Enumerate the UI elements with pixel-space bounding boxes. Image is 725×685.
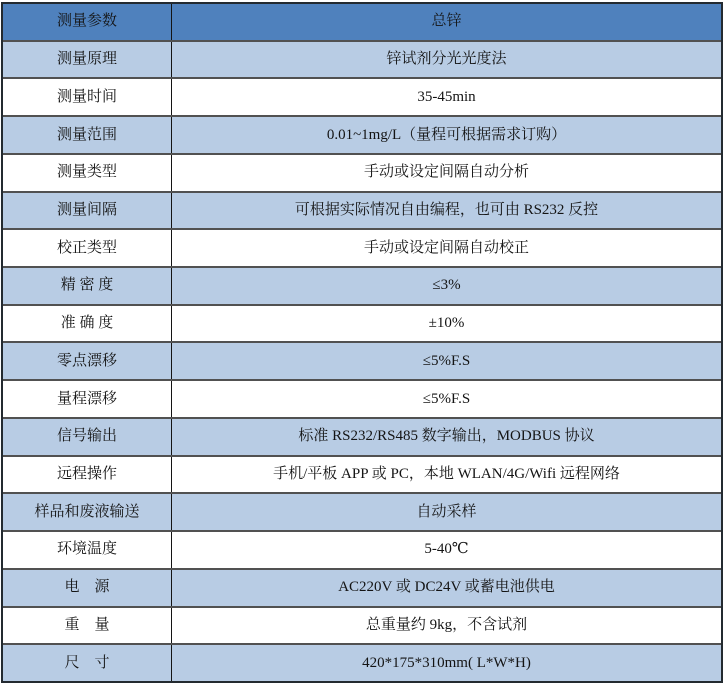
table-row bbox=[3, 492, 721, 530]
table-row bbox=[3, 379, 721, 417]
table-row bbox=[3, 115, 721, 153]
row-label: 环境温度 bbox=[3, 532, 172, 568]
spec-table bbox=[1, 2, 723, 683]
row-label: 信号输出 bbox=[3, 419, 172, 455]
table-row bbox=[3, 643, 721, 681]
table-row bbox=[3, 40, 721, 78]
row-value: 总重量约 9kg，不含试剂 bbox=[365, 616, 528, 633]
table-row bbox=[3, 568, 721, 606]
row-label: 远程操作 bbox=[3, 457, 172, 493]
row-label: 测量原理 bbox=[3, 42, 172, 78]
table-row bbox=[3, 153, 721, 191]
header-label: 测量参数 bbox=[3, 4, 172, 40]
row-label: 尺 寸 bbox=[3, 645, 172, 681]
row-value: 5-40℃ bbox=[424, 541, 469, 558]
row-value: 可根据实际情况自由编程，也可由 RS232 反控 bbox=[294, 201, 599, 218]
table-row bbox=[3, 77, 721, 115]
table-row bbox=[3, 341, 721, 379]
table-row bbox=[3, 455, 721, 493]
row-label: 测量类型 bbox=[3, 155, 172, 191]
row-value: ≤3% bbox=[432, 277, 461, 294]
row-value: 自动采样 bbox=[416, 503, 477, 520]
row-label: 准 确 度 bbox=[3, 306, 172, 342]
row-label: 测量间隔 bbox=[3, 193, 172, 229]
row-label: 零点漂移 bbox=[3, 343, 172, 379]
row-label: 重 量 bbox=[3, 608, 172, 644]
table-row bbox=[3, 417, 721, 455]
row-value: 锌试剂分光光度法 bbox=[386, 51, 507, 68]
row-label: 校正类型 bbox=[3, 230, 172, 266]
row-value: 标准 RS232/RS485 数字输出，MODBUS 协议 bbox=[298, 428, 595, 445]
row-label: 电 源 bbox=[3, 570, 172, 606]
row-value: 手动或设定间隔自动分析 bbox=[363, 164, 529, 181]
table-row bbox=[3, 191, 721, 229]
header-value: 总锌 bbox=[431, 13, 462, 30]
row-value: AC220V 或 DC24V 或蓄电池供电 bbox=[338, 579, 555, 596]
row-label: 测量时间 bbox=[3, 79, 172, 115]
row-value: 0.01~1mg/L（量程可根据需求订购） bbox=[326, 126, 567, 143]
row-label: 量程漂移 bbox=[3, 381, 172, 417]
row-value: ≤5%F.S bbox=[422, 390, 471, 407]
row-value: 420*175*310mm( L*W*H) bbox=[362, 654, 531, 671]
row-label: 精 密 度 bbox=[3, 268, 172, 304]
table-row bbox=[3, 228, 721, 266]
table-row bbox=[3, 266, 721, 304]
row-value: 手动或设定间隔自动校正 bbox=[363, 239, 529, 256]
table-header-row bbox=[3, 4, 721, 40]
row-label: 样品和废液输送 bbox=[3, 494, 172, 530]
row-value: ±10% bbox=[428, 315, 465, 332]
row-value: ≤5%F.S bbox=[422, 352, 471, 369]
row-label: 测量范围 bbox=[3, 117, 172, 153]
table-row bbox=[3, 530, 721, 568]
table-row bbox=[3, 304, 721, 342]
table-row bbox=[3, 606, 721, 644]
row-value: 手机/平板 APP 或 PC，本地 WLAN/4G/Wifi 远程网络 bbox=[273, 465, 620, 482]
row-value: 35-45min bbox=[417, 88, 476, 105]
